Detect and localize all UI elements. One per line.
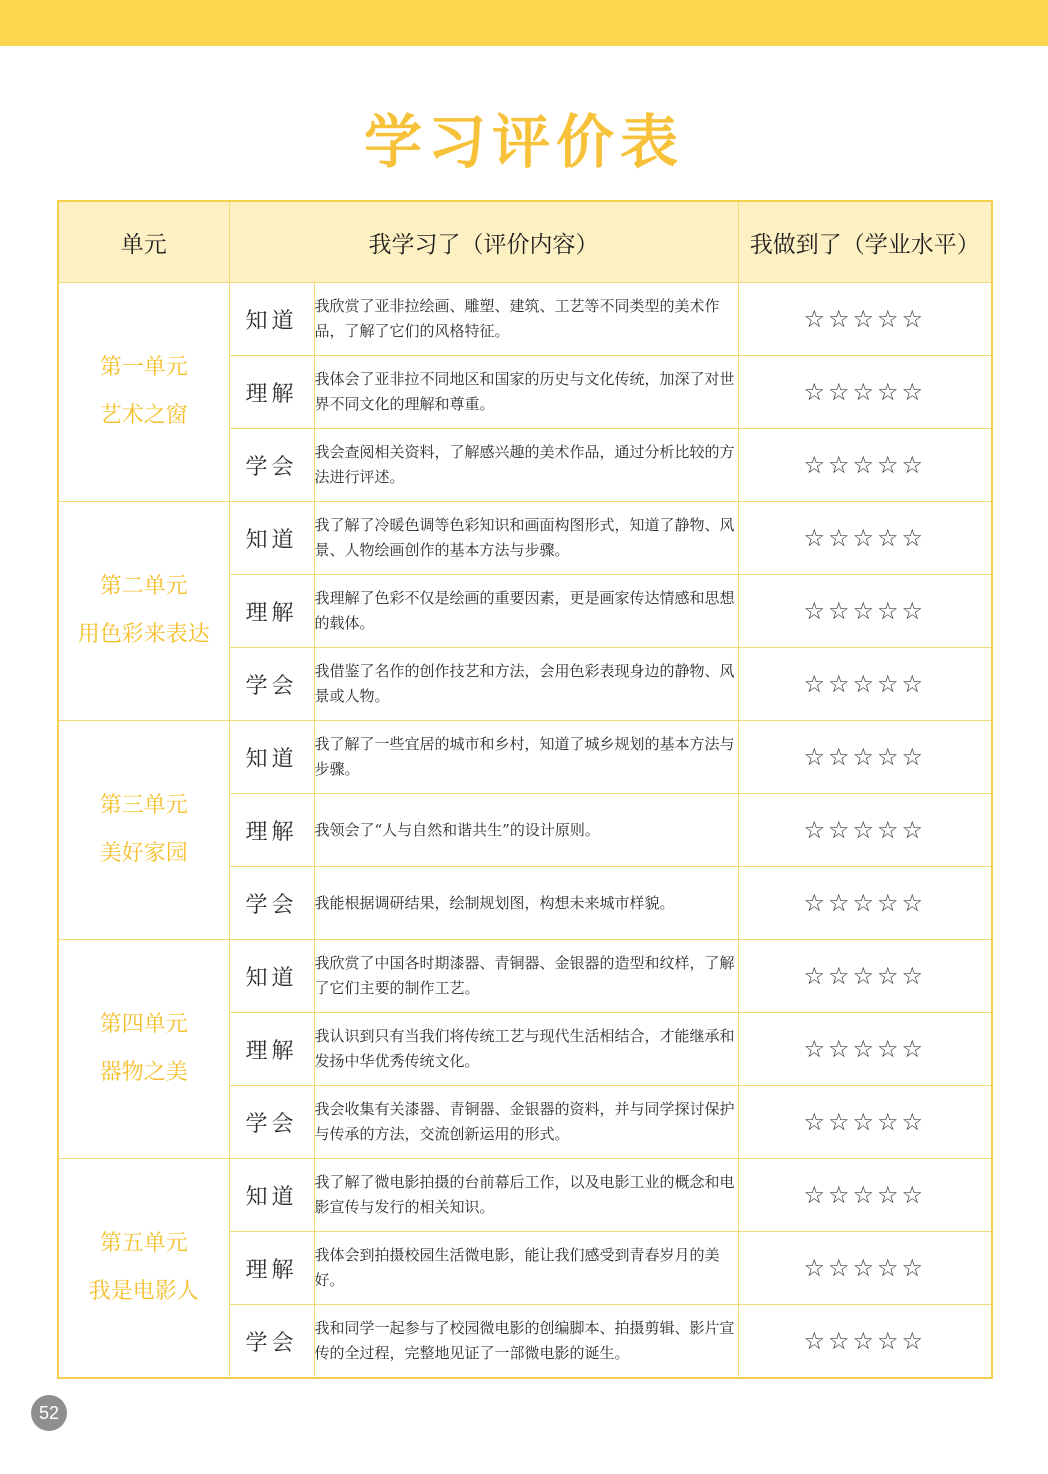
level-label: 学会 (229, 867, 314, 940)
star-rating[interactable]: ☆☆☆☆☆ (738, 283, 992, 356)
level-label: 理解 (229, 794, 314, 867)
star-rating[interactable]: ☆☆☆☆☆ (738, 648, 992, 721)
level-label: 学会 (229, 648, 314, 721)
page-title: 学习评价表 (363, 108, 684, 176)
level-label: 知道 (229, 721, 314, 794)
unit-name: 第一单元 (99, 355, 188, 380)
content-text: 我能根据调研结果，绘制规划图，构想未来城市样貌。 (314, 867, 738, 940)
level-label: 理解 (229, 1013, 314, 1086)
content-text: 我和同学一起参与了校园微电影的创编脚本、拍摄剪辑、影片宣传的全过程，完整地见证了一部微电影的诞生。 (314, 1305, 738, 1379)
page-number: 52 (31, 1395, 67, 1431)
star-rating[interactable]: ☆☆☆☆☆ (738, 429, 992, 502)
content-text: 我体会到拍摄校园生活微电影，能让我们感受到青春岁月的美好。 (314, 1232, 738, 1305)
unit-subtitle: 我是电影人 (88, 1279, 199, 1304)
content-text: 我体会了亚非拉不同地区和国家的历史与文化传统，加深了对世界不同文化的理解和尊重。 (314, 356, 738, 429)
level-label: 知道 (229, 283, 314, 356)
level-label: 理解 (229, 575, 314, 648)
header-level: 我做到了（学业水平） (738, 201, 992, 283)
unit-cell (58, 1159, 229, 1379)
unit-cell (58, 721, 229, 940)
table-header-row (58, 201, 992, 283)
level-label: 理解 (229, 356, 314, 429)
table-row (58, 940, 992, 1013)
star-rating[interactable]: ☆☆☆☆☆ (738, 1086, 992, 1159)
content-text: 我认识到只有当我们将传统工艺与现代生活相结合，才能继承和发扬中华优秀传统文化。 (314, 1013, 738, 1086)
unit-subtitle: 艺术之窗 (99, 403, 188, 428)
table-row (58, 1159, 992, 1232)
content-text: 我理解了色彩不仅是绘画的重要因素，更是画家传达情感和思想的载体。 (314, 575, 738, 648)
star-rating[interactable]: ☆☆☆☆☆ (738, 867, 992, 940)
content-text: 我了解了冷暖色调等色彩知识和画面构图形式，知道了静物、风景、人物绘画创作的基本方法与步骤。 (314, 502, 738, 575)
star-rating[interactable]: ☆☆☆☆☆ (738, 1305, 992, 1379)
unit-cell (58, 502, 229, 721)
star-rating[interactable]: ☆☆☆☆☆ (738, 721, 992, 794)
star-rating[interactable]: ☆☆☆☆☆ (738, 794, 992, 867)
unit-cell (58, 940, 229, 1159)
level-label: 理解 (229, 1232, 314, 1305)
unit-subtitle: 器物之美 (99, 1060, 188, 1085)
level-label: 学会 (229, 429, 314, 502)
level-label: 学会 (229, 1086, 314, 1159)
level-label: 学会 (229, 1305, 314, 1379)
unit-name: 第三单元 (99, 793, 188, 818)
level-label: 知道 (229, 940, 314, 1013)
star-rating[interactable]: ☆☆☆☆☆ (738, 356, 992, 429)
table-row (58, 721, 992, 794)
unit-name: 第五单元 (99, 1231, 188, 1256)
star-rating[interactable]: ☆☆☆☆☆ (738, 1159, 992, 1232)
evaluation-table (57, 200, 993, 1379)
unit-cell (58, 283, 229, 502)
unit-name: 第二单元 (99, 574, 188, 599)
content-text: 我了解了微电影拍摄的台前幕后工作，以及电影工业的概念和电影宣传与发行的相关知识。 (314, 1159, 738, 1232)
unit-name: 第四单元 (99, 1012, 188, 1037)
content-text: 我了解了一些宜居的城市和乡村，知道了城乡规划的基本方法与步骤。 (314, 721, 738, 794)
star-rating[interactable]: ☆☆☆☆☆ (738, 502, 992, 575)
content-text: 我欣赏了中国各时期漆器、青铜器、金银器的造型和纹样，了解了它们主要的制作工艺。 (314, 940, 738, 1013)
content-text: 我会查阅相关资料，了解感兴趣的美术作品，通过分析比较的方法进行评述。 (314, 429, 738, 502)
unit-subtitle: 美好家园 (99, 841, 188, 866)
level-label: 知道 (229, 502, 314, 575)
header-content: 我学习了（评价内容） (229, 201, 738, 283)
top-color-band (0, 0, 1048, 46)
level-label: 知道 (229, 1159, 314, 1232)
table-row (58, 502, 992, 575)
content-text: 我领会了“人与自然和谐共生”的设计原则。 (314, 794, 738, 867)
star-rating[interactable]: ☆☆☆☆☆ (738, 1013, 992, 1086)
content-text: 我借鉴了名作的创作技艺和方法，会用色彩表现身边的静物、风景或人物。 (314, 648, 738, 721)
table-row (58, 283, 992, 356)
content-text: 我欣赏了亚非拉绘画、雕塑、建筑、工艺等不同类型的美术作品，了解了它们的风格特征。 (314, 283, 738, 356)
star-rating[interactable]: ☆☆☆☆☆ (738, 575, 992, 648)
star-rating[interactable]: ☆☆☆☆☆ (738, 940, 992, 1013)
content-text: 我会收集有关漆器、青铜器、金银器的资料，并与同学探讨保护与传承的方法，交流创新运用的形式。 (314, 1086, 738, 1159)
header-unit: 单元 (58, 201, 229, 283)
star-rating[interactable]: ☆☆☆☆☆ (738, 1232, 992, 1305)
unit-subtitle: 用色彩来表达 (77, 622, 210, 647)
